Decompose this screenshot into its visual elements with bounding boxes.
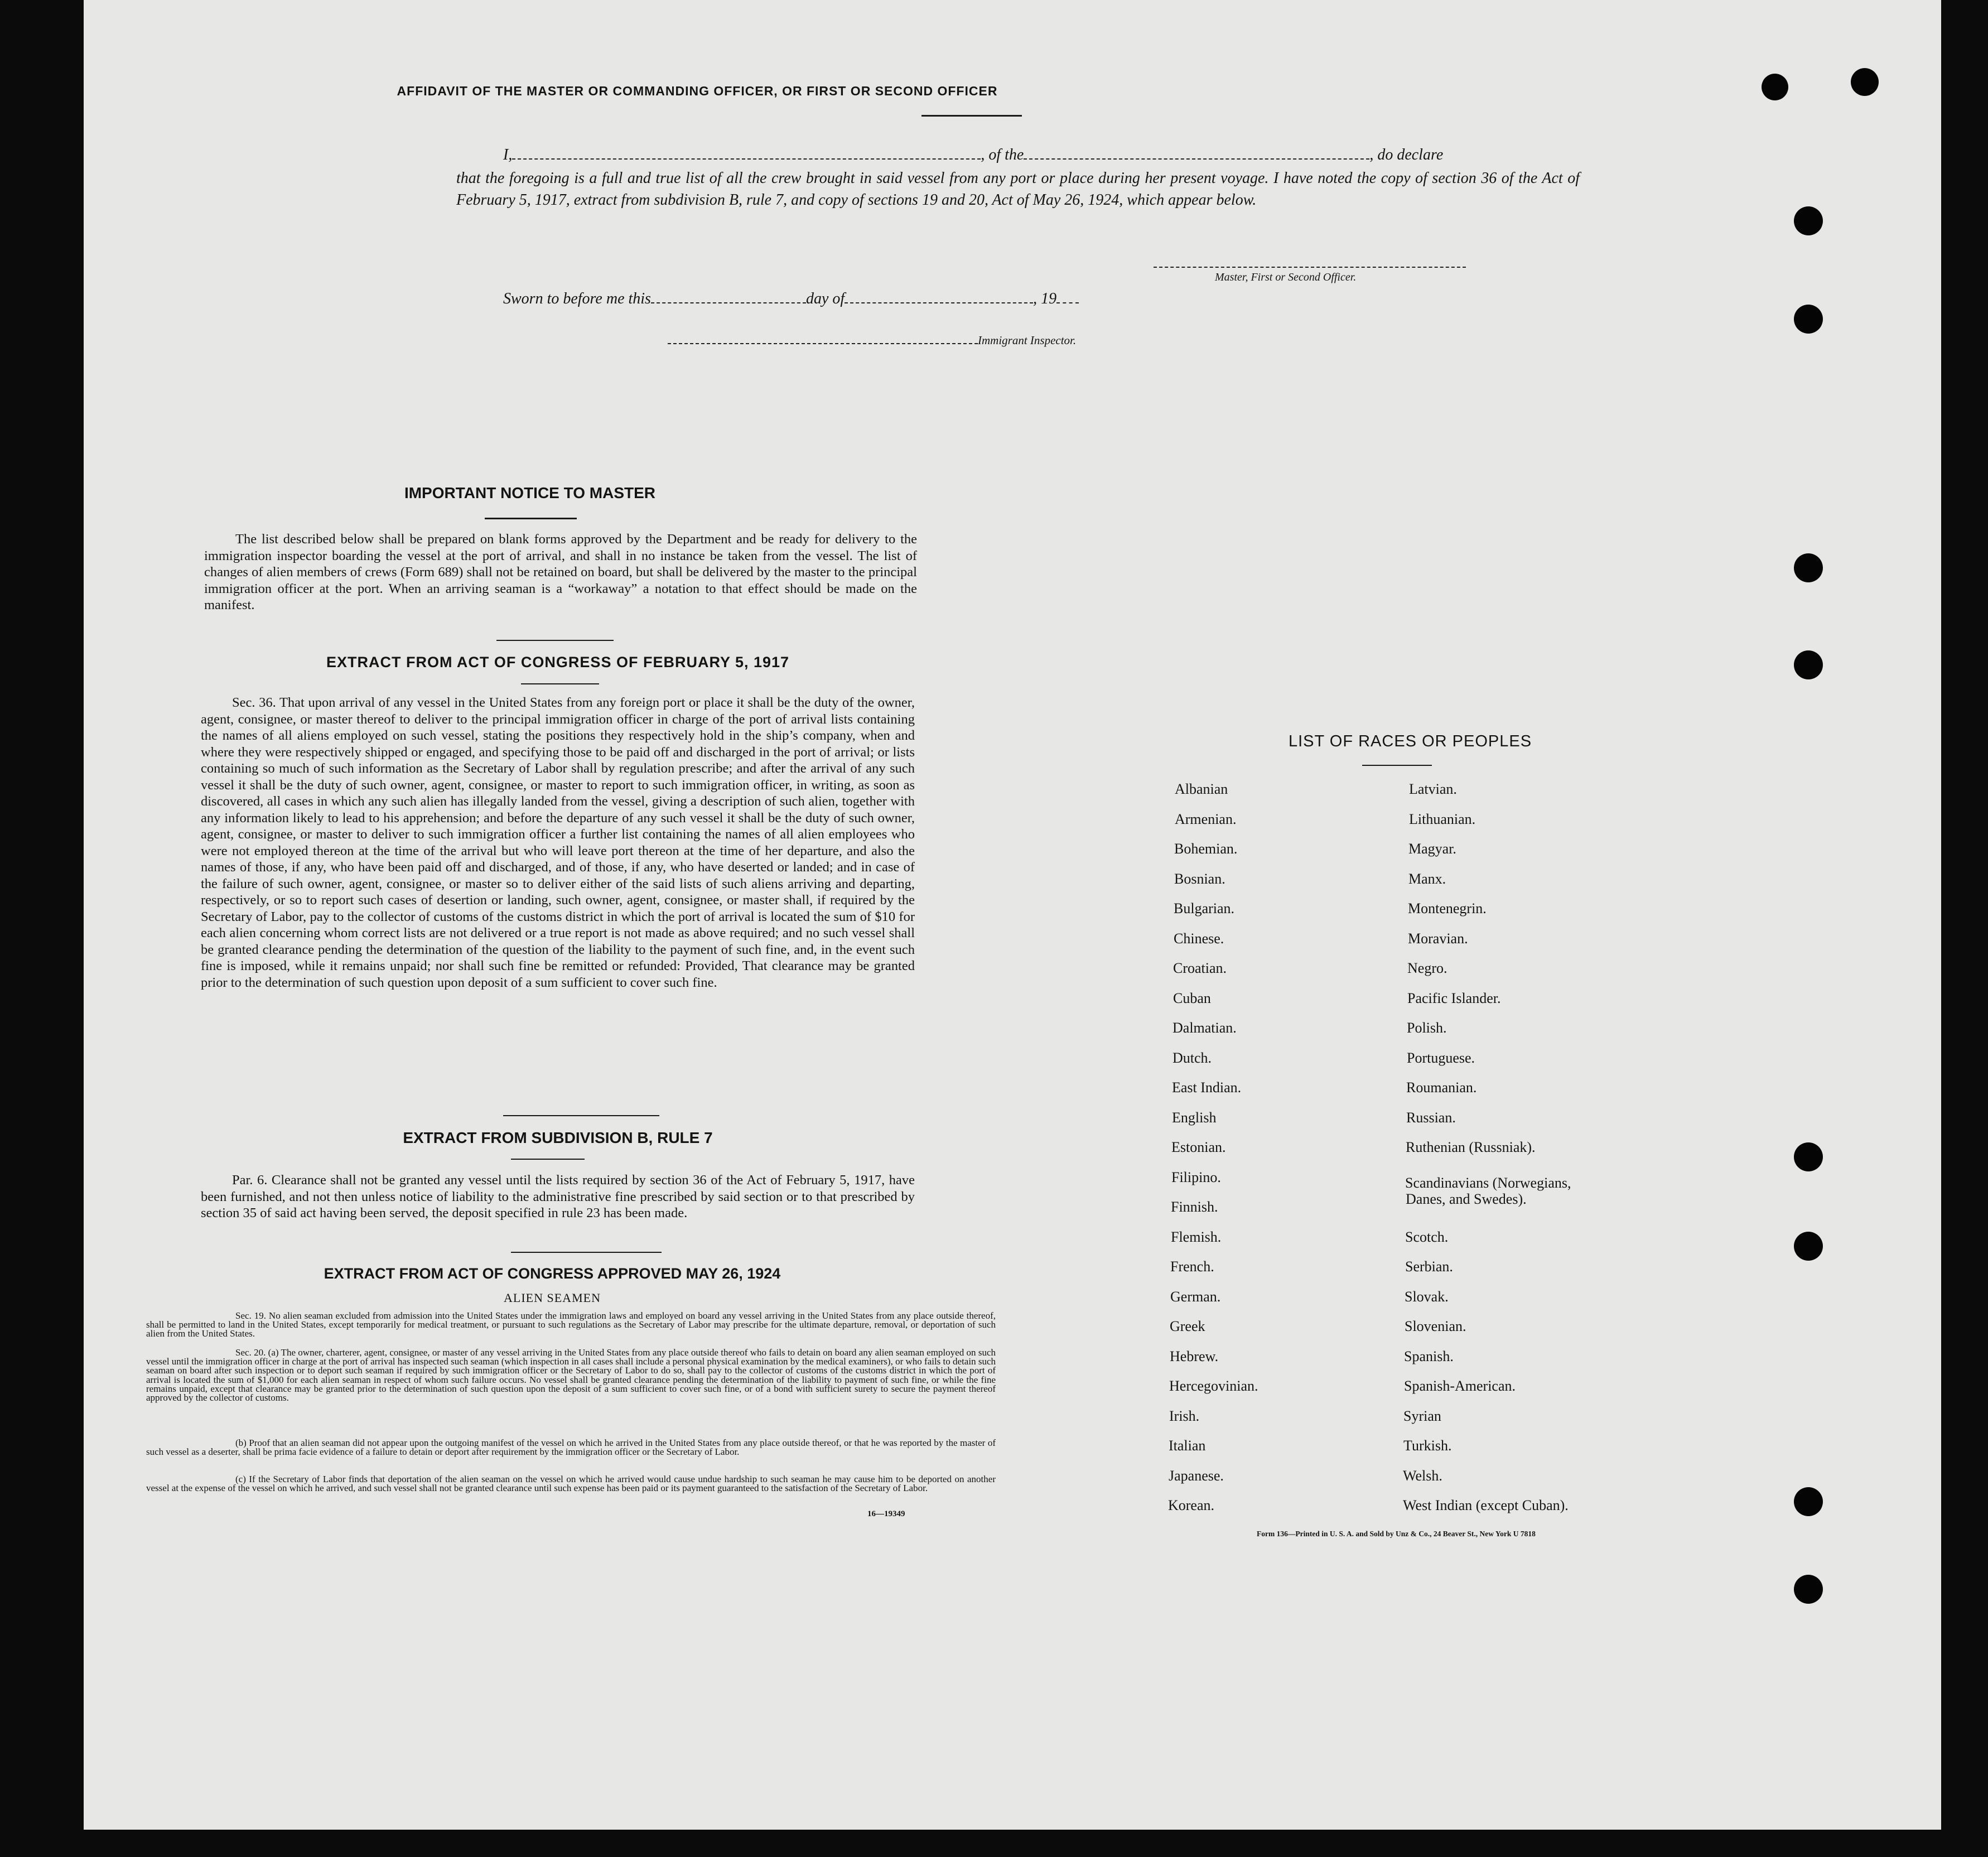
affidavit-declare-line (503, 146, 1580, 164)
race-left-item: Armenian. (1175, 811, 1237, 827)
punch-hole (1794, 650, 1823, 679)
punch-hole (1851, 68, 1879, 96)
race-right-item: Russian. (1406, 1110, 1456, 1126)
race-left-item: Bulgarian. (1174, 900, 1235, 917)
races-title: LIST OF RACES OR PEOPLES (1289, 732, 1532, 750)
inspector-line (668, 334, 1076, 348)
notice-title-rule (485, 518, 577, 519)
race-right-item: Negro. (1407, 960, 1447, 976)
subdivision-title: EXTRACT FROM SUBDIVISION B, RULE 7 (403, 1129, 713, 1146)
inspector-signature-blank (668, 343, 978, 344)
race-left-item: Hebrew. (1170, 1348, 1219, 1364)
punch-hole (1794, 305, 1823, 334)
race-left-item: Finnish. (1171, 1199, 1218, 1215)
notice-text: The list described below shall be prepared on blank forms approved by the Department and be ready for delivery to the immigration inspector boarding the vessel at the port of arrival, and shall in no instance be taken from the vessel. The list of changes of alien members of crews (Form 689) shall not be retained on board, but shall be delivered by the master to the principal immigration officer at the port. When an arriving seaman is a “workaway” a notation to that effect should be made on the manifest. (204, 532, 917, 612)
race-right-item: Portuguese. (1407, 1050, 1475, 1066)
race-left-item: Bohemian. (1174, 841, 1238, 857)
extract-1917-text: Sec. 36. That upon arrival of any vessel in the United States from any foreign port or place it shall be the duty of the owner, agent, consignee, or master thereof to deliver to the principal immigration officer in charge of the port of arrival lists containing the names of all aliens employed on such vessel, stating the positions they respectively hold in the ship’s company, when and where they were respectively shipped or engaged, and specifying those to be paid off and discharged in the port of arrival; or lists containing so much of such information as the Secretary of Labor shall by regulation prescribe; and after the arrival of any such vessel it shall be the duty of such owner, agent, consignee, or master to report to such immigration officer, in writing, as soon as discovered, all cases in which any such alien has illegally landed from the vessel, giving a description of such alien, together with any information likely to lead to his apprehension; and before the departure of any such vessel it shall be the duty of such owner, agent, consignee, or master to deliver to such immigration officer a further list containing the names of all alien employees who were not employed thereon at the time of the arrival but who will leave port thereon at the time of her departure, and also the names of those, if any, who have been paid off and discharged, and of those, if any, who have deserted or landed; and in case of the failure of such owner, agent, consignee, or master so to deliver either of the said lists of such aliens arriving and departing, respectively, or so to report such cases of desertion or landing, such owner, agent, consignee, or master shall, if required by the Secretary of Labor, pay to the collector of customs of the customs district in which the port of arrival is located the sum of $10 for each alien concerning whom correct lists are not delivered or a true report is not made as above required; and no such vessel shall be granted clearance pending the determination of the question of the liability to the payment of such fine, and, in the event such fine is imposed, while it remains unpaid; nor shall such fine be remitted or refunded: Provided, That clearance may be granted prior to the determination of such question upon deposit of a sum sufficient to cover such fine. (201, 695, 915, 990)
race-right-item: Turkish. (1403, 1438, 1452, 1454)
affidavit-title: AFFIDAVIT OF THE MASTER OR COMMANDING OFFICER, OR FIRST OR SECOND OFFICER (397, 84, 998, 98)
race-right-item: Scotch. (1405, 1229, 1449, 1245)
master-signature-label: Master, First or Second Officer. (1215, 271, 1357, 283)
race-left-item: Albanian (1175, 781, 1228, 797)
race-left-item: English (1172, 1110, 1217, 1126)
race-left-item: Korean. (1168, 1497, 1215, 1513)
race-right-item: Slovenian. (1405, 1318, 1466, 1334)
sec-20a-text: Sec. 20. (a) The owner, charterer, agent, consignee, or master of any vessel arriving in the United States from any place outside thereof who fails to detain on board any alien seaman employed on such vessel until the immigration officer in charge at the port of arrival has inspected such seaman (which inspection in all cases shall include a personal physical examination by the medical examiners), or who fails to detain such seaman on board after such inspection or to deport such seaman if required by such immigration officer or the Secretary of Labor to do so, shall pay to the collector of customs of the customs district in which the port of arrival is located the sum of $1,000 for each alien seaman in respect of whom such failure occurs. No vessel shall be granted clearance pending the determination of the liability to payment of such fine, or while the fine remains unpaid, except that clearance may be granted prior to the determination of such question upon the deposit of a sum sufficient to cover such fine, or of a bond with sufficient surety to secure the payment thereof approved by the collector of customs. (146, 1347, 996, 1403)
race-right-item: Ruthenian (Russniak). (1406, 1139, 1536, 1155)
sec-20c-text: (c) If the Secretary of Labor finds that deportation of the alien seaman on the vessel on which he arrived would cause undue hardship to such seaman he may cause him to be deported on another vessel at the expense of the vessel on which he arrived, and such vessel shall not be granted clearance until such expense has been paid or its payment guaranteed to the satisfaction of the Secretary of Labor. (146, 1474, 996, 1494)
printer-imprint: Form 136—Printed in U. S. A. and Sold by Unz & Co., 24 Beaver St., New York U 7818 (1257, 1530, 1536, 1538)
extract-1917-rule (521, 683, 599, 684)
vessel-name-blank (1024, 158, 1369, 160)
punch-hole (1794, 206, 1823, 235)
race-right-item: West Indian (except Cuban). (1403, 1497, 1569, 1513)
section-divider (496, 640, 614, 641)
race-left-item: Greek (1170, 1318, 1205, 1334)
race-left-item: Dalmatian. (1172, 1020, 1237, 1036)
document-page (84, 0, 1941, 1830)
race-left-item: Italian (1169, 1438, 1206, 1454)
race-right-item: Lithuanian. (1409, 811, 1476, 827)
declarant-name-blank (512, 158, 981, 160)
punch-hole (1794, 1487, 1823, 1516)
race-left-item: Japanese. (1169, 1468, 1224, 1484)
race-left-item: Flemish. (1171, 1229, 1222, 1245)
race-right-item: Scandinavians (Norwegians, Danes, and Swedes). (1405, 1175, 1571, 1207)
section-divider (511, 1252, 662, 1253)
race-left-item: French. (1170, 1258, 1214, 1275)
race-right-item: Roumanian. (1406, 1079, 1477, 1096)
extract-1917-title: EXTRACT FROM ACT OF CONGRESS OF FEBRUARY 5, 1917 (326, 654, 790, 671)
race-left-item: Filipino. (1171, 1169, 1221, 1185)
race-left-item: Hercegovinian. (1169, 1378, 1258, 1394)
declare-label: , do declare (1369, 146, 1444, 163)
race-left-item: Chinese. (1174, 930, 1224, 947)
race-left-item: Cuban (1173, 990, 1211, 1006)
day-of-label: day of (805, 290, 845, 307)
section-divider (503, 1115, 659, 1116)
race-right-item: Manx. (1408, 871, 1446, 887)
affidavit-body: that the foregoing is a full and true list of all the crew brought in said vessel from any port or place during her present voyage. I have noted the copy of section 36 of the Act of February 5, 1917, extract from subdivision B, rule 7, and copy of sections 19 and 20, Act of May 26, 1924, which appear below. (456, 170, 1580, 209)
race-right-item: Spanish-American. (1404, 1378, 1516, 1394)
race-left-item: East Indian. (1172, 1079, 1242, 1096)
master-signature-blank (1154, 267, 1466, 268)
punch-hole (1794, 553, 1823, 582)
race-right-item: Welsh. (1403, 1468, 1442, 1484)
inspector-label: Immigrant Inspector. (978, 334, 1077, 347)
race-right-item: Serbian. (1405, 1258, 1453, 1275)
race-left-item: German. (1170, 1289, 1221, 1305)
form-code: 16—19349 (867, 1509, 905, 1518)
race-right-item: Slovak. (1405, 1289, 1449, 1305)
race-right-item: Moravian. (1408, 930, 1468, 947)
sworn-label: Sworn to before me this (503, 290, 651, 307)
subdivision-text: Par. 6. Clearance shall not be granted any vessel until the lists required by section 36 of the Act of February 5, 1917, have been furnished, and not then unless notice of liability to the administrative fine prescribed by said section or to that prescribed by section 35 of said act having been served, the deposit specified in rule 23 has been made. (201, 1173, 915, 1221)
sworn-line (503, 290, 1079, 308)
race-left-item: Irish. (1169, 1408, 1200, 1424)
race-right-item: Syrian (1403, 1408, 1441, 1424)
punch-hole (1794, 1142, 1823, 1171)
race-left-item: Croatian. (1173, 960, 1227, 976)
year-label: , 19 (1033, 290, 1057, 307)
sec-19-text: Sec. 19. No alien seaman excluded from admission into the United States under the immigration laws and employed on board any vessel arriving in the United States from any place outside thereof, shall be permitted to land in the United States, except temporarily for medical treatment, or pursuant to such regulations as the Secretary of Labor may prescribe for the ultimate departure, removal, or deportation of such alien from the United States. (146, 1310, 996, 1339)
race-left-item: Dutch. (1172, 1050, 1212, 1066)
race-right-item: Pacific Islander. (1407, 990, 1501, 1006)
notice-title: IMPORTANT NOTICE TO MASTER (404, 484, 656, 501)
punch-hole (1794, 1232, 1823, 1261)
subdivision-rule (511, 1159, 585, 1160)
race-right-item: Polish. (1407, 1020, 1447, 1036)
vessel-label: , of the (981, 146, 1024, 163)
extract-1924-title: EXTRACT FROM ACT OF CONGRESS APPROVED MAY 26, 1924 (324, 1265, 781, 1282)
day-blank (651, 302, 806, 303)
race-left-item: Estonian. (1171, 1139, 1226, 1155)
month-blank (845, 302, 1033, 303)
race-right-item: Magyar. (1408, 841, 1456, 857)
sec-20b-text: (b) Proof that an alien seaman did not appear upon the outgoing manifest of the vessel on which he arrived in the United States from any place outside thereof, or that he was reported by the master of such vessel as a deserter, shall be prima facie evidence of a failure to detain or deport after requirement by the immigration officer or the Secretary of Labor. (146, 1438, 996, 1458)
race-left-item: Bosnian. (1174, 871, 1225, 887)
races-rule (1362, 765, 1432, 766)
race-right-item: Spanish. (1404, 1348, 1454, 1364)
title-rule (921, 115, 1022, 117)
extract-1924-subtitle: ALIEN SEAMEN (504, 1291, 601, 1305)
race-right-item: Latvian. (1409, 781, 1457, 797)
year-blank (1056, 302, 1079, 303)
race-right-item: Montenegrin. (1408, 900, 1487, 917)
punch-hole (1762, 74, 1788, 100)
declarant-label: I, (503, 146, 513, 163)
punch-hole (1794, 1575, 1823, 1604)
